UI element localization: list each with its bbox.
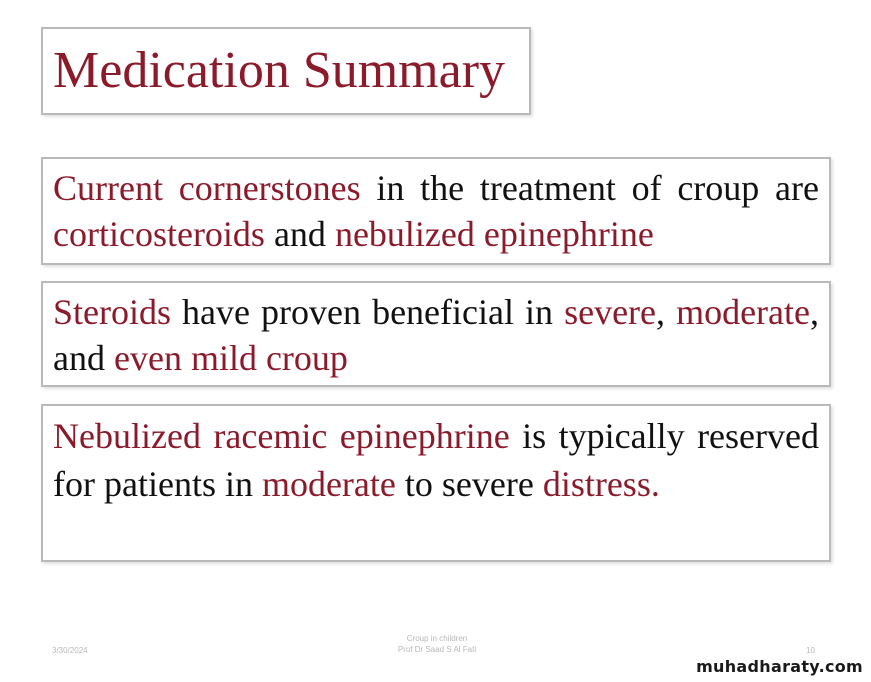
- body-text: ,: [656, 292, 677, 332]
- body-text: in the treatment of croup are: [360, 168, 819, 208]
- footer-center-line2: Prof Dr Saad S Al Fatl: [397, 645, 477, 654]
- highlight-text: Steroids: [53, 292, 172, 332]
- watermark: muhadharaty.com: [696, 657, 863, 676]
- footer-center-line1: Croup in children: [406, 634, 468, 643]
- title-box: [41, 27, 531, 115]
- highlight-text: nebulized epinephrine: [334, 214, 654, 254]
- point-text-3: [53, 412, 819, 508]
- highlight-text: even mild croup: [113, 338, 348, 378]
- point-text-1: [53, 165, 819, 257]
- highlight-text: Current cornerstones: [53, 168, 361, 208]
- highlight-text: severe: [564, 292, 657, 332]
- highlight-text: corticosteroids: [53, 214, 265, 254]
- footer-date: 3/30/2024: [52, 646, 88, 655]
- body-text: have proven beneficial in: [171, 292, 565, 332]
- highlight-text: moderate: [261, 464, 396, 504]
- highlight-text: distress.: [542, 464, 660, 504]
- point-text-2: [53, 289, 819, 381]
- footer-center: [372, 633, 502, 655]
- body-text: is typically reserved for patients in: [53, 416, 819, 504]
- point-box-2: [41, 281, 831, 387]
- point-box-1: [41, 157, 831, 265]
- highlight-text: moderate: [676, 292, 810, 332]
- body-text: and: [264, 214, 335, 254]
- slide-title: Medication Summary: [53, 42, 506, 99]
- highlight-text: Nebulized racemic epinephrine: [53, 416, 510, 456]
- body-text: , and: [53, 292, 819, 378]
- footer-page-number: 10: [806, 646, 815, 655]
- body-text: to severe: [395, 464, 543, 504]
- point-box-3: [41, 404, 831, 562]
